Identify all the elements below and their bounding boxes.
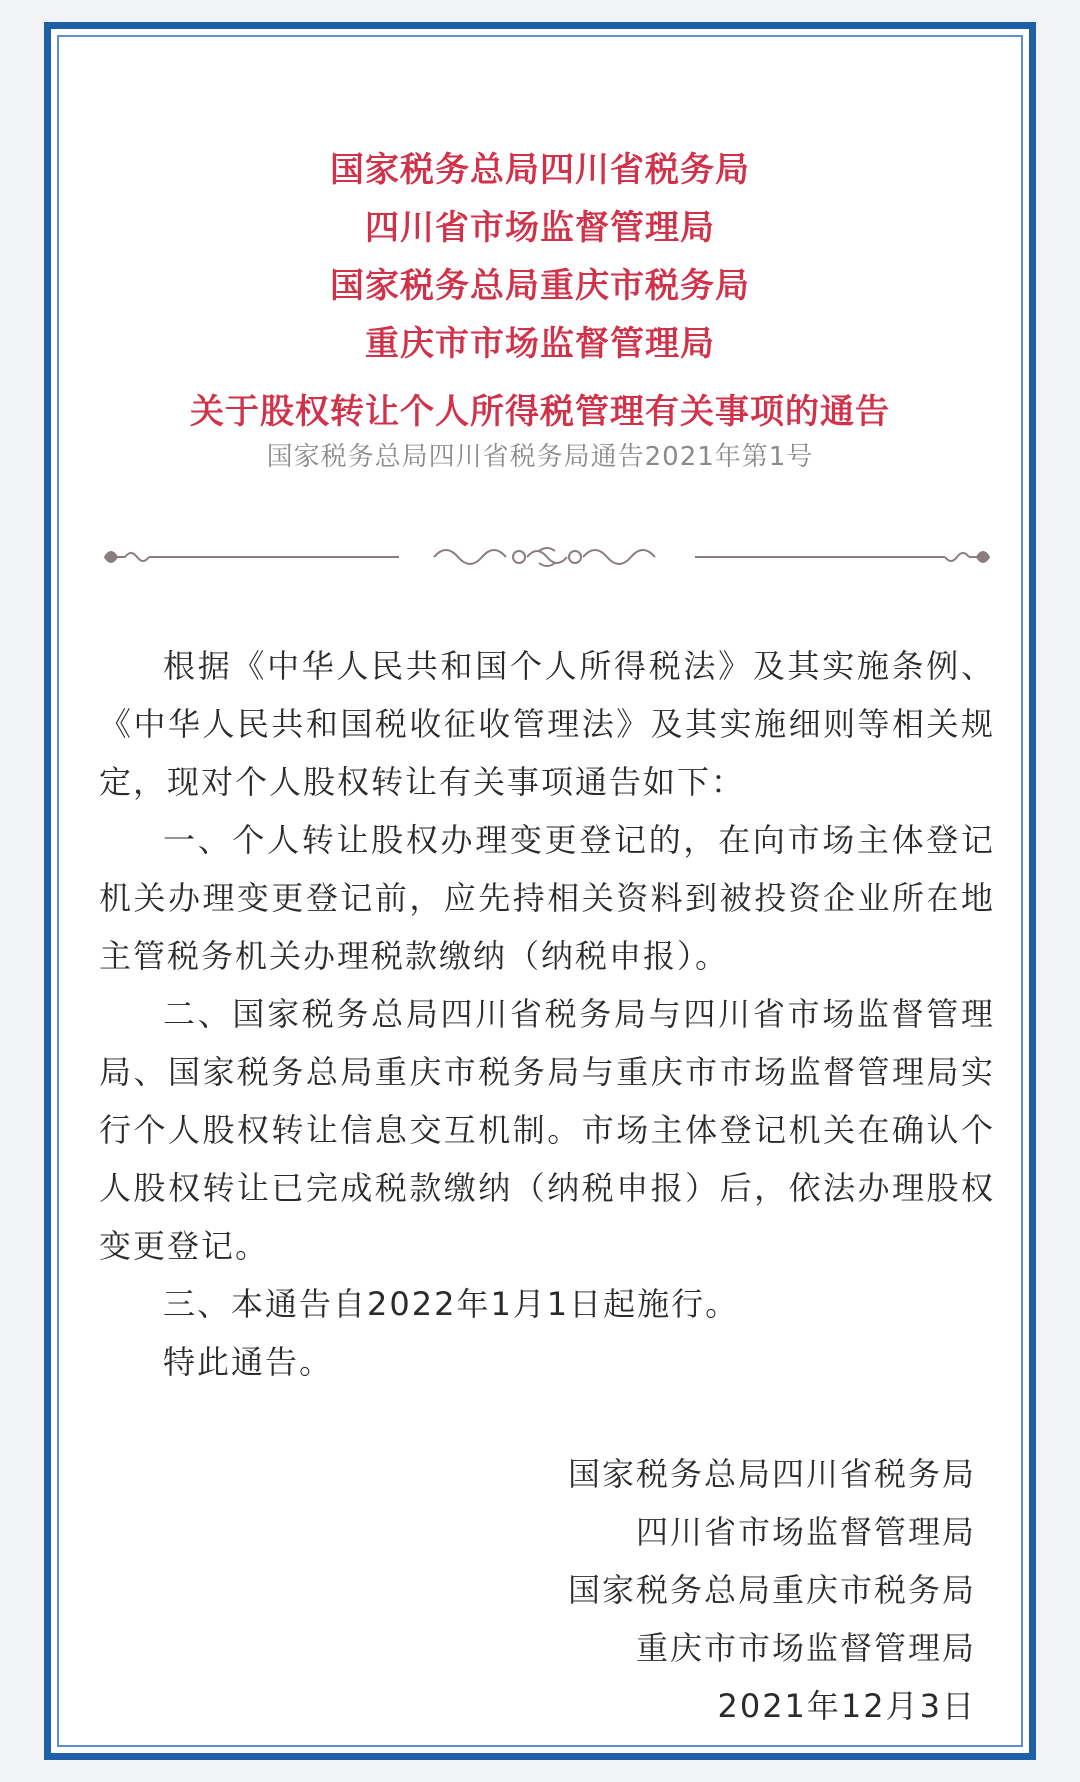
document-header bbox=[59, 141, 1021, 441]
decorative-divider bbox=[99, 537, 995, 577]
issuer-title-3: 国家税务总局重庆市税务局 bbox=[330, 266, 750, 306]
body-paragraph-item-3: 三、本通告自2022年1月1日起施行。 bbox=[163, 1285, 740, 1323]
signature-issuer-4: 重庆市市场监督管理局 bbox=[635, 1629, 976, 1667]
document-frame bbox=[44, 22, 1036, 1760]
body-paragraph-closing: 特此通告。 bbox=[163, 1343, 334, 1381]
body-paragraph-item-2: 二、国家税务总局四川省税务局与四川省市场监督管理局、国家税务总局重庆市税务局与重庆市市场监督管理局实行个人股权转让信息交互机制。市场主体登记机关在确认个人股权转让已完成税款缴纳（纳税申报）后，依法办理股权变更登记。 bbox=[99, 995, 995, 1265]
notice-subject-title: 关于股权转让个人所得税管理有关事项的通告 bbox=[190, 392, 890, 432]
body-paragraph-intro: 根据《中华人民共和国个人所得税法》及其实施条例、《中华人民共和国税收征收管理法》及其实施细则等相关规定，现对个人股权转让有关事项通告如下： bbox=[99, 647, 995, 801]
document-inner-border bbox=[57, 35, 1023, 1747]
issuer-title-4: 重庆市市场监督管理局 bbox=[365, 324, 715, 364]
signature-date: 2021年12月3日 bbox=[717, 1687, 976, 1725]
issuer-title-2: 四川省市场监督管理局 bbox=[365, 208, 715, 248]
body-paragraph-item-1: 一、个人转让股权办理变更登记的，在向市场主体登记机关办理变更登记前，应先持相关资料到被投资企业所在地主管税务机关办理税款缴纳（纳税申报）。 bbox=[99, 821, 995, 975]
signature-issuer-2: 四川省市场监督管理局 bbox=[635, 1513, 976, 1551]
document-number: 国家税务总局四川省税务局通告2021年第1号 bbox=[266, 442, 814, 472]
issuer-title-1: 国家税务总局四川省税务局 bbox=[330, 150, 750, 190]
signature-block bbox=[568, 1445, 976, 1735]
signature-issuer-1: 国家税务总局四川省税务局 bbox=[567, 1455, 976, 1493]
notice-body bbox=[99, 637, 995, 1391]
signature-issuer-3: 国家税务总局重庆市税务局 bbox=[567, 1571, 976, 1609]
